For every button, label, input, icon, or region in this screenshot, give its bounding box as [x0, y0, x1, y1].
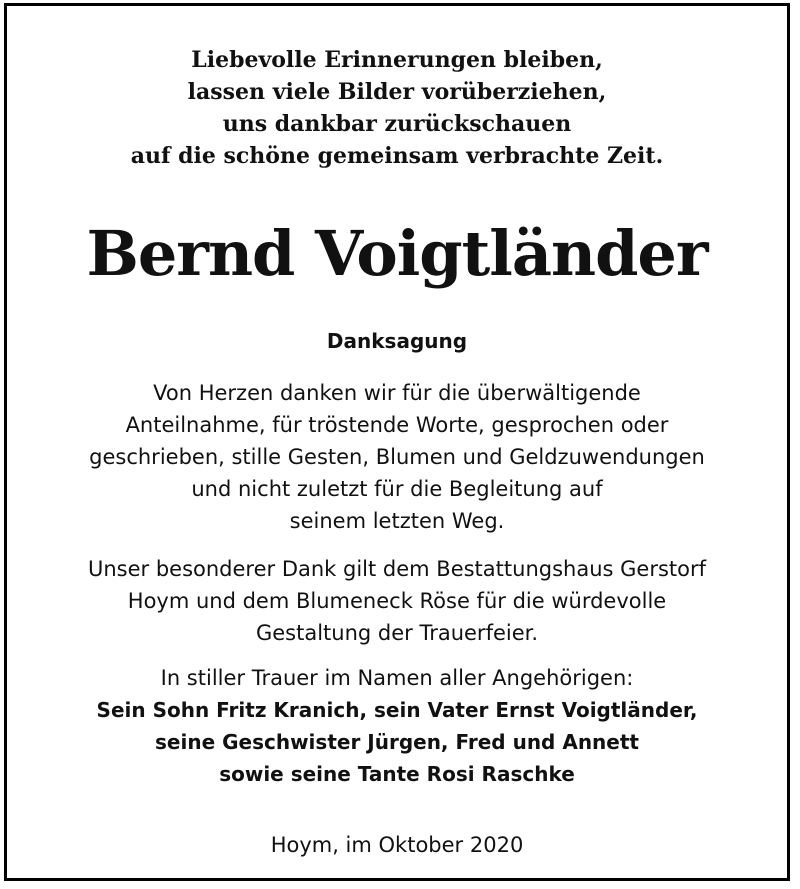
paragraph-line: Unser besonderer Dank gilt dem Bestattungshaus Gerstorf: [87, 557, 707, 581]
poem-line: lassen viele Bilder vorüberziehen,: [187, 79, 607, 105]
mourners-list: [7, 694, 787, 790]
paragraph-line: Von Herzen danken wir für die überwältigende: [153, 381, 641, 405]
mourner-line: Sein Sohn Fritz Kranich, sein Vater Ernst Voigtländer,: [96, 698, 698, 722]
thanks-heading: Danksagung: [326, 329, 468, 353]
paragraph-line: und nicht zuletzt für die Begleitung auf: [191, 477, 603, 501]
mourner-line: sowie seine Tante Rosi Raschke: [219, 762, 575, 786]
paragraph-line: Gestaltung der Trauerfeier.: [255, 621, 539, 645]
paragraph-line: seinem letzten Weg.: [289, 509, 505, 533]
paragraph-line: geschrieben, stille Gesten, Blumen und Geldzuwendungen: [89, 445, 705, 469]
mourner-line: seine Geschwister Jürgen, Fred und Annett: [155, 730, 639, 754]
obituary-notice: [4, 3, 790, 881]
poem-line: Liebevolle Erinnerungen bleiben,: [191, 47, 603, 73]
paragraph-line: Anteilnahme, für tröstende Worte, gesprochen oder: [125, 413, 669, 437]
special-thanks-paragraph: [7, 553, 787, 649]
poem-line: auf die schöne gemeinsam verbrachte Zeit.: [130, 143, 664, 169]
memorial-poem: [7, 44, 787, 172]
paragraph-line: Hoym und dem Blumeneck Röse für die würdevolle: [127, 589, 667, 613]
mourners-intro: In stiller Trauer im Namen aller Angehörigen:: [160, 666, 634, 690]
thanks-paragraph: [7, 377, 787, 537]
deceased-name: Bernd Voigtländer: [86, 217, 708, 290]
poem-line: uns dankbar zurückschauen: [222, 111, 572, 137]
place-date: Hoym, im Oktober 2020: [270, 833, 524, 857]
